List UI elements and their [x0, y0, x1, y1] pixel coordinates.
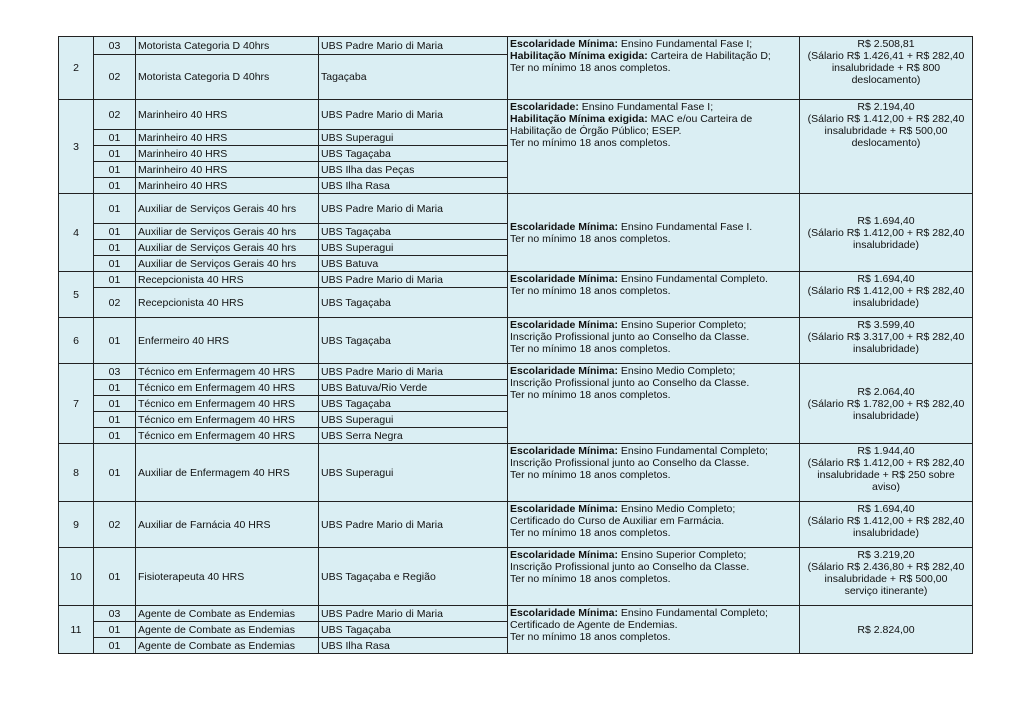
salary-total: R$ 1.694,40 — [857, 503, 915, 515]
requirement-line — [510, 377, 797, 389]
requirement-text: Ter no mínimo 18 anos completos. — [510, 62, 671, 74]
requirements-cell — [508, 37, 800, 100]
requirement-text: Ensino Fundamental Fase I; — [617, 38, 753, 50]
health-unit-cell: UBS Tagaçaba — [319, 318, 508, 364]
requirement-line — [510, 549, 797, 561]
group-number-cell: 10 — [59, 548, 94, 606]
requirement-line — [510, 50, 797, 62]
health-unit-cell: UBS Superagui — [319, 130, 508, 146]
vacancy-quantity-cell: 01 — [94, 622, 136, 638]
salary-total: R$ 1.944,40 — [857, 445, 915, 457]
requirement-line — [510, 457, 797, 469]
job-title-cell: Auxiliar de Serviços Gerais 40 hrs — [136, 194, 319, 224]
salary-detail: insalubridade) — [853, 238, 919, 251]
salary-detail: deslocamento) — [851, 74, 921, 86]
vacancy-quantity-cell: 01 — [94, 444, 136, 502]
requirement-text: Ter no mínimo 18 anos completos. — [510, 343, 671, 355]
salary-detail: insalubridade + R$ 500,00 — [824, 573, 948, 585]
vacancy-quantity-cell: 02 — [94, 100, 136, 130]
requirement-text: Inscrição Profissional junto ao Conselho da Classe. — [510, 377, 750, 389]
salary-detail: (Sálario R$ 1.412,00 + R$ 282,40 — [807, 113, 965, 125]
requirement-text: Ensino Superior Completo; — [617, 319, 747, 331]
health-unit-cell: UBS Padre Mario di Maria — [319, 37, 508, 55]
requirement-label: Escolaridade: — [510, 101, 579, 113]
health-unit-cell: UBS Tagaçaba — [319, 288, 508, 318]
requirement-text: Ter no mínimo 18 anos completos. — [510, 631, 671, 643]
vacancy-table-body — [59, 37, 973, 654]
requirement-text: Ter no mínimo 18 anos completos. — [510, 573, 671, 585]
group-number-cell: 6 — [59, 318, 94, 364]
table-row — [59, 502, 973, 548]
requirement-line — [510, 221, 797, 233]
table-row — [59, 606, 973, 622]
health-unit-cell: UBS Tagaçaba — [319, 146, 508, 162]
requirement-line — [510, 319, 797, 331]
job-title-cell: Marinheiro 40 HRS — [136, 162, 319, 178]
health-unit-cell: UBS Batuva/Rio Verde — [319, 380, 508, 396]
job-title-cell: Auxiliar de Serviços Gerais 40 hrs — [136, 240, 319, 256]
job-title-cell: Motorista Categoria D 40hrs — [136, 37, 319, 55]
requirement-text: Habilitação de Órgão Público; ESEP. — [510, 125, 682, 137]
health-unit-cell: UBS Padre Mario di Maria — [319, 606, 508, 622]
job-title-cell: Agente de Combate as Endemias — [136, 606, 319, 622]
vacancy-quantity-cell: 01 — [94, 256, 136, 272]
vacancy-quantity-cell: 01 — [94, 162, 136, 178]
salary-detail: (Sálario R$ 3.317,00 + R$ 282,40 — [807, 331, 965, 343]
salary-cell — [800, 548, 973, 606]
salary-cell — [800, 364, 973, 444]
vacancy-quantity-cell: 01 — [94, 412, 136, 428]
requirement-text: Ter no mínimo 18 anos completos. — [510, 527, 671, 539]
requirement-text: Inscrição Profissional junto ao Conselho da Classe. — [510, 561, 750, 573]
salary-detail: insalubridade + R$ 800 — [831, 62, 941, 74]
job-title-cell: Marinheiro 40 HRS — [136, 146, 319, 162]
salary-detail: (Sálario R$ 1.782,00 + R$ 282,40 — [807, 397, 965, 410]
salary-cell — [800, 194, 973, 272]
requirements-cell — [508, 272, 800, 318]
salary-total: R$ 1.694,40 — [857, 214, 915, 227]
vacancy-quantity-cell: 02 — [94, 288, 136, 318]
requirement-text: Ensino Fundamental Completo; — [617, 607, 768, 619]
vacancy-quantity-cell: 01 — [94, 638, 136, 654]
requirement-line — [510, 389, 797, 401]
requirement-text: Carteira de Habilitação D; — [647, 50, 771, 62]
requirement-label: Escolaridade Mínima: — [510, 607, 618, 619]
job-title-cell: Marinheiro 40 HRS — [136, 100, 319, 130]
requirement-label: Escolaridade Mínima: — [510, 220, 618, 233]
vacancy-quantity-cell: 01 — [94, 428, 136, 444]
requirement-line — [510, 445, 797, 457]
requirement-line — [510, 113, 797, 125]
requirement-line — [510, 343, 797, 355]
health-unit-cell: UBS Batuva — [319, 256, 508, 272]
vacancy-quantity-cell: 02 — [94, 55, 136, 100]
vacancy-quantity-cell: 03 — [94, 606, 136, 622]
job-title-cell: Técnico em Enfermagem 40 HRS — [136, 364, 319, 380]
requirement-text: Inscrição Profissional junto ao Conselho da Classe. — [510, 457, 750, 469]
vacancy-quantity-cell: 01 — [94, 224, 136, 240]
table-row — [59, 444, 973, 502]
salary-cell — [800, 37, 973, 100]
health-unit-cell: UBS Tagaçaba — [319, 622, 508, 638]
requirement-text: Ensino Medio Completo; — [617, 365, 736, 377]
salary-detail: insalubridade) — [853, 343, 919, 355]
salary-detail: (Sálario R$ 1.412,00 + R$ 282,40 — [807, 226, 965, 239]
health-unit-cell: UBS Padre Mario di Maria — [319, 364, 508, 380]
health-unit-cell: UBS Padre Mario di Maria — [319, 502, 508, 548]
health-unit-cell: UBS Superagui — [319, 240, 508, 256]
salary-cell — [800, 100, 973, 194]
requirement-line — [510, 515, 797, 527]
salary-detail: insalubridade) — [853, 409, 919, 422]
salary-total: R$ 2.824,00 — [857, 623, 915, 636]
job-title-cell: Auxiliar de Farnácia 40 HRS — [136, 502, 319, 548]
salary-detail: insalubridade) — [853, 527, 919, 539]
health-unit-cell: UBS Ilha Rasa — [319, 638, 508, 654]
requirement-label: Escolaridade Mínima: — [510, 445, 618, 457]
health-unit-cell: UBS Padre Mario di Maria — [319, 272, 508, 288]
vacancy-table — [58, 36, 973, 654]
job-title-cell: Técnico em Enfermagem 40 HRS — [136, 412, 319, 428]
job-title-cell: Auxiliar de Enfermagem 40 HRS — [136, 444, 319, 502]
table-row — [59, 100, 973, 130]
health-unit-cell: UBS Padre Mario di Maria — [319, 194, 508, 224]
job-title-cell: Técnico em Enfermagem 40 HRS — [136, 428, 319, 444]
requirement-line — [510, 561, 797, 573]
requirement-label: Escolaridade Mínima: — [510, 273, 618, 285]
salary-detail: (Sálario R$ 2.436,80 + R$ 282,40 — [807, 561, 965, 573]
requirement-label: Habilitação Mínima exigida: — [510, 50, 648, 62]
requirements-cell — [508, 194, 800, 272]
requirement-text: Certificado de Agente de Endemias. — [510, 619, 678, 631]
job-title-cell: Recepcionista 40 HRS — [136, 272, 319, 288]
salary-detail: deslocamento) — [851, 137, 921, 149]
salary-detail: (Sálario R$ 1.426,41 + R$ 282,40 — [807, 50, 965, 62]
requirements-cell — [508, 606, 800, 654]
requirement-text: Ensino Fundamental Fase I; — [578, 101, 714, 113]
requirement-line — [510, 503, 797, 515]
requirement-line — [510, 607, 797, 619]
requirement-line — [510, 62, 797, 74]
group-number-cell: 2 — [59, 37, 94, 100]
salary-detail: (Sálario R$ 1.412,00 + R$ 282,40 — [807, 457, 965, 469]
salary-total: R$ 2.064,40 — [857, 385, 915, 398]
vacancy-quantity-cell: 03 — [94, 37, 136, 55]
requirement-label: Habilitação Mínima exigida: — [510, 113, 648, 125]
vacancy-quantity-cell: 01 — [94, 146, 136, 162]
group-number-cell: 4 — [59, 194, 94, 272]
health-unit-cell: UBS Tagaçaba — [319, 396, 508, 412]
vacancy-quantity-cell: 03 — [94, 364, 136, 380]
group-number-cell: 8 — [59, 444, 94, 502]
health-unit-cell: UBS Superagui — [319, 444, 508, 502]
requirements-cell — [508, 502, 800, 548]
requirement-line — [510, 631, 797, 643]
health-unit-cell: UBS Tagaçaba — [319, 224, 508, 240]
requirement-line — [510, 573, 797, 585]
requirement-text: Ensino Fundamental Completo; — [617, 445, 768, 457]
vacancy-quantity-cell: 01 — [94, 194, 136, 224]
vacancy-quantity-cell: 01 — [94, 240, 136, 256]
job-title-cell: Marinheiro 40 HRS — [136, 178, 319, 194]
requirement-text: Certificado do Curso de Auxiliar em Farmácia. — [510, 515, 725, 527]
table-row — [59, 194, 973, 224]
health-unit-cell: UBS Padre Mario di Maria — [319, 100, 508, 130]
requirement-line — [510, 619, 797, 631]
table-row — [59, 37, 973, 55]
requirement-text: Inscrição Profissional junto ao Conselho da Classe. — [510, 331, 750, 343]
health-unit-cell: UBS Ilha Rasa — [319, 178, 508, 194]
requirement-text: Ensino Fundamental Completo. — [617, 273, 768, 285]
requirement-label: Escolaridade Mínima: — [510, 38, 618, 50]
vacancy-quantity-cell: 01 — [94, 380, 136, 396]
requirement-line — [510, 469, 797, 481]
health-unit-cell: UBS Ilha das Peças — [319, 162, 508, 178]
salary-cell — [800, 606, 973, 654]
requirement-line — [510, 125, 797, 137]
job-title-cell: Recepcionista 40 HRS — [136, 288, 319, 318]
job-title-cell: Auxiliar de Serviços Gerais 40 hrs — [136, 256, 319, 272]
requirement-label: Escolaridade Mínima: — [510, 503, 618, 515]
table-row — [59, 318, 973, 364]
group-number-cell: 9 — [59, 502, 94, 548]
requirement-text: MAC e/ou Carteira de — [647, 113, 753, 125]
salary-total: R$ 1.694,40 — [857, 273, 915, 285]
requirement-text: Ensino Superior Completo; — [617, 549, 747, 561]
salary-cell — [800, 502, 973, 548]
requirement-line — [510, 273, 797, 285]
salary-detail: insalubridade + R$ 500,00 — [824, 125, 948, 137]
requirement-line — [510, 38, 797, 50]
requirement-line — [510, 233, 797, 245]
table-row — [59, 548, 973, 606]
vacancy-quantity-cell: 01 — [94, 396, 136, 412]
health-unit-cell: Tagaçaba — [319, 55, 508, 100]
health-unit-cell: UBS Superagui — [319, 412, 508, 428]
health-unit-cell: UBS Serra Negra — [319, 428, 508, 444]
job-title-cell: Auxiliar de Serviços Gerais 40 hrs — [136, 224, 319, 240]
health-unit-cell: UBS Tagaçaba e Região — [319, 548, 508, 606]
salary-detail: insalubridade) — [853, 297, 919, 309]
requirement-line — [510, 137, 797, 149]
vacancy-quantity-cell: 01 — [94, 318, 136, 364]
job-title-cell: Fisioterapeuta 40 HRS — [136, 548, 319, 606]
requirement-line — [510, 285, 797, 297]
salary-total: R$ 3.219,20 — [857, 549, 915, 561]
requirement-line — [510, 365, 797, 377]
requirement-text: Ter no mínimo 18 anos completos. — [510, 232, 671, 245]
job-title-cell: Agente de Combate as Endemias — [136, 638, 319, 654]
group-number-cell: 5 — [59, 272, 94, 318]
salary-total: R$ 3.599,40 — [857, 319, 915, 331]
salary-cell — [800, 318, 973, 364]
job-title-cell: Agente de Combate as Endemias — [136, 622, 319, 638]
requirements-cell — [508, 318, 800, 364]
job-title-cell: Técnico em Enfermagem 40 HRS — [136, 380, 319, 396]
requirement-text: Ter no mínimo 18 anos completos. — [510, 137, 671, 149]
requirement-line — [510, 331, 797, 343]
job-title-cell: Técnico em Enfermagem 40 HRS — [136, 396, 319, 412]
vacancy-quantity-cell: 01 — [94, 130, 136, 146]
requirement-text: Ter no mínimo 18 anos completos. — [510, 389, 671, 401]
job-title-cell: Marinheiro 40 HRS — [136, 130, 319, 146]
salary-detail: serviço itinerante) — [844, 585, 928, 597]
salary-detail: (Sálario R$ 1.412,00 + R$ 282,40 — [807, 515, 965, 527]
requirements-cell — [508, 548, 800, 606]
requirement-text: Ensino Fundamental Fase I. — [617, 220, 753, 233]
requirement-label: Escolaridade Mínima: — [510, 319, 618, 331]
requirement-label: Escolaridade Mínima: — [510, 365, 618, 377]
requirement-label: Escolaridade Mínima: — [510, 549, 618, 561]
salary-detail: insalubridade + R$ 250 sobre — [817, 469, 955, 481]
salary-cell — [800, 444, 973, 502]
requirement-text: Ensino Medio Completo; — [617, 503, 736, 515]
job-title-cell: Motorista Categoria D 40hrs — [136, 55, 319, 100]
salary-total: R$ 2.508,81 — [857, 38, 915, 50]
group-number-cell: 11 — [59, 606, 94, 654]
vacancy-quantity-cell: 02 — [94, 502, 136, 548]
requirement-line — [510, 527, 797, 539]
vacancy-quantity-cell: 01 — [94, 272, 136, 288]
requirements-cell — [508, 100, 800, 194]
job-title-cell: Enfermeiro 40 HRS — [136, 318, 319, 364]
group-number-cell: 7 — [59, 364, 94, 444]
salary-total: R$ 2.194,40 — [857, 101, 915, 113]
vacancy-quantity-cell: 01 — [94, 178, 136, 194]
table-row — [59, 364, 973, 380]
requirements-cell — [508, 444, 800, 502]
salary-detail: (Sálario R$ 1.412,00 + R$ 282,40 — [807, 285, 965, 297]
requirement-text: Ter no mínimo 18 anos completos. — [510, 469, 671, 481]
requirement-line — [510, 101, 797, 113]
vacancy-quantity-cell: 01 — [94, 548, 136, 606]
salary-detail: aviso) — [871, 481, 900, 493]
table-row — [59, 272, 973, 288]
requirement-text: Ter no mínimo 18 anos completos. — [510, 285, 671, 297]
group-number-cell: 3 — [59, 100, 94, 194]
requirements-cell — [508, 364, 800, 444]
salary-cell — [800, 272, 973, 318]
